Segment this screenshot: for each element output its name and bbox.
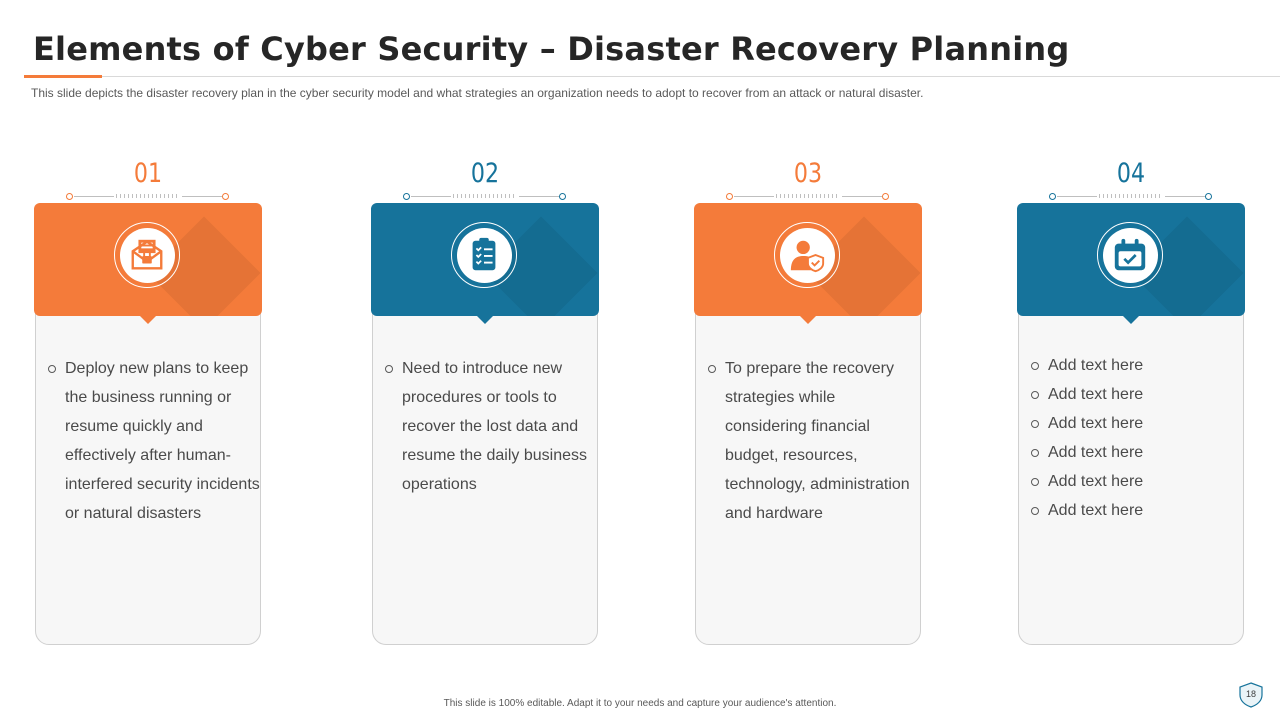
email-lock-icon: [114, 222, 180, 288]
number-decoration: [1049, 192, 1213, 202]
slide-title: Elements of Cyber Security – Disaster Recovery Planning: [33, 30, 1070, 68]
step-column-3: [694, 0, 922, 720]
step-content: [385, 354, 597, 499]
step-number: 04: [1116, 158, 1146, 189]
step-content: [48, 354, 260, 528]
step-number: 02: [470, 158, 500, 189]
step-content: [708, 354, 920, 528]
header-pointer: [798, 314, 818, 324]
page-number: 18: [1245, 689, 1256, 699]
list-item: Need to introduce new procedures or tools to recover the lost data and resume the daily business operations: [385, 354, 597, 499]
list-item: Add text here: [1031, 496, 1243, 525]
step-number: 01: [133, 158, 163, 189]
list-item: Add text here: [1031, 438, 1243, 467]
number-decoration: [403, 192, 567, 202]
header-pointer: [1121, 314, 1141, 324]
number-decoration: [726, 192, 890, 202]
list-item: To prepare the recovery strategies while considering financial budget, resources, technology, administration and hardware: [708, 354, 920, 528]
step-column-2: [371, 0, 599, 720]
slide-subtitle: This slide depicts the disaster recovery plan in the cyber security model and what strategies an organization needs to adopt to recover from an attack or natural disaster.: [31, 86, 924, 100]
header-pointer: [475, 314, 495, 324]
page-number-badge: [1237, 681, 1265, 709]
slide-footer: This slide is 100% editable. Adapt it to your needs and capture your audience's attention.: [443, 698, 837, 709]
list-item: Add text here: [1031, 409, 1243, 438]
step-column-1: [34, 0, 262, 720]
header-pointer: [138, 314, 158, 324]
number-decoration: [66, 192, 230, 202]
step-number: 03: [793, 158, 823, 189]
list-item: Deploy new plans to keep the business running or resume quickly and effectively after human-interfered security incidents or natural disasters: [48, 354, 260, 528]
list-item: Add text here: [1031, 351, 1243, 380]
list-item: Add text here: [1031, 380, 1243, 409]
calendar-check-icon: [1097, 222, 1163, 288]
checklist-icon: [451, 222, 517, 288]
user-shield-icon: [774, 222, 840, 288]
step-content: [1031, 351, 1243, 525]
list-item: Add text here: [1031, 467, 1243, 496]
step-column-4: [1017, 0, 1245, 720]
